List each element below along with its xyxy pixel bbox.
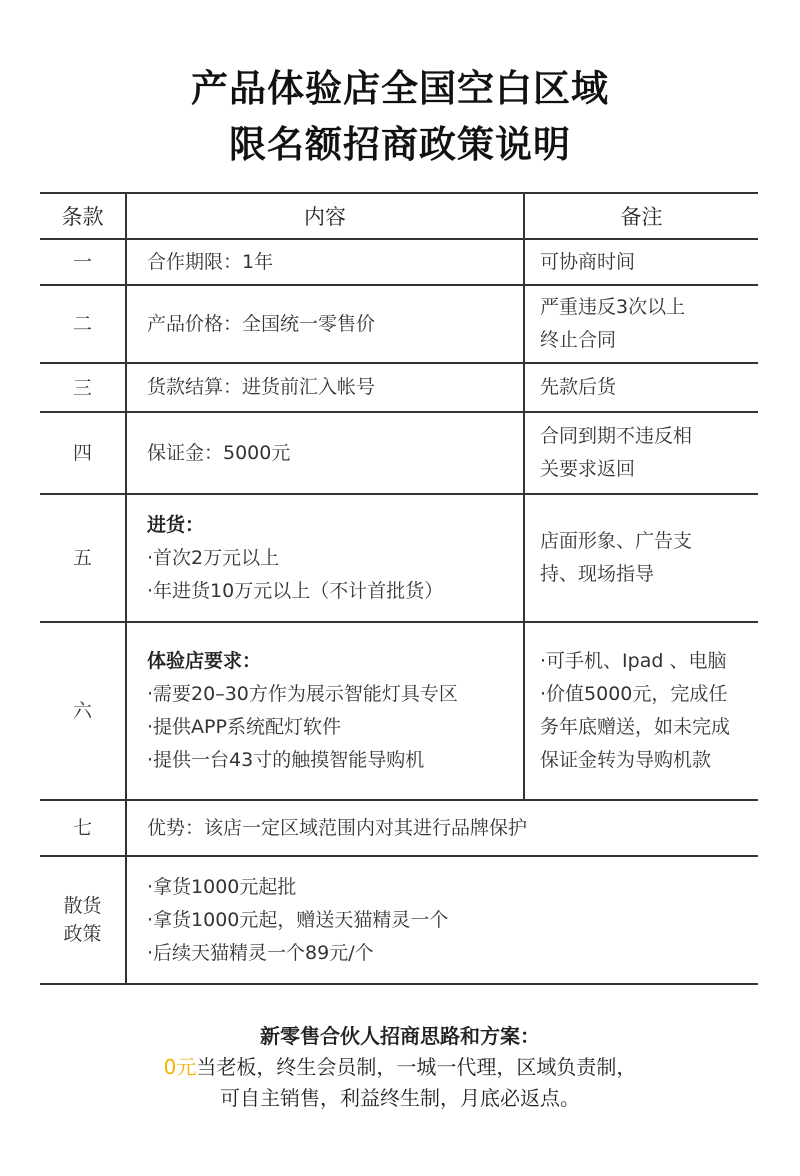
title-line-1: 产品体验店全国空白区域 bbox=[191, 67, 609, 110]
header-note: 备注 bbox=[524, 193, 758, 239]
cell-line: 体验店要求： bbox=[147, 650, 262, 672]
table-row bbox=[40, 239, 758, 285]
cell-line: 保证金：5000元 bbox=[147, 441, 291, 464]
table-row bbox=[40, 363, 758, 412]
table-row bbox=[40, 285, 758, 363]
term-cell bbox=[40, 622, 126, 800]
cell-line: 先款后货 bbox=[540, 376, 617, 398]
table-row bbox=[40, 800, 758, 856]
cell-line: 二 bbox=[72, 313, 92, 335]
cell-line: 一 bbox=[72, 251, 92, 273]
cell-line: 务年底赠送，如未完成 bbox=[540, 716, 731, 738]
cell-line: 七 bbox=[72, 817, 92, 839]
content-cell bbox=[126, 412, 524, 494]
footer-heading: 新零售合伙人招商思路和方案： bbox=[260, 1024, 540, 1048]
cell-line: 进货： bbox=[147, 513, 205, 536]
cell-line: 店面形象、广告支 bbox=[540, 530, 693, 552]
cell-line: ·首次2万元以上 bbox=[147, 546, 280, 569]
cell-line: 终止合同 bbox=[540, 329, 617, 351]
cell-line: 保证金转为导购机款 bbox=[540, 749, 712, 771]
note-cell bbox=[524, 285, 758, 363]
table-header-row bbox=[40, 193, 758, 239]
cell-line: 产品价格：全国统一零售价 bbox=[147, 312, 376, 335]
table-row bbox=[40, 856, 758, 984]
cell-line: ·拿货1000元起批 bbox=[147, 875, 297, 898]
note-cell bbox=[524, 622, 758, 800]
table-row bbox=[40, 494, 758, 622]
content-cell bbox=[126, 285, 524, 363]
term-cell bbox=[40, 363, 126, 412]
cell-line: 货款结算：进货前汇入帐号 bbox=[147, 376, 376, 398]
content-cell bbox=[126, 239, 524, 285]
term-cell bbox=[40, 494, 126, 622]
cell-line: 政策 bbox=[63, 923, 102, 945]
content-cell bbox=[126, 494, 524, 622]
content-cell bbox=[126, 856, 758, 984]
cell-line: 三 bbox=[72, 376, 92, 399]
cell-line: ·价值5000元，完成任 bbox=[540, 683, 728, 705]
cell-line: 六 bbox=[72, 700, 92, 722]
cell-line: 四 bbox=[72, 442, 92, 464]
note-cell bbox=[524, 412, 758, 494]
cell-line: ·拿货1000元起，赠送天猫精灵一个 bbox=[147, 908, 449, 931]
cell-line: ·年进货10万元以上（不计首批货） bbox=[147, 579, 444, 602]
cell-line: 关要求返回 bbox=[540, 458, 636, 480]
cell-line: 优势：该店一定区域范围内对其进行品牌保护 bbox=[147, 816, 528, 839]
cell-line: 散货 bbox=[63, 895, 102, 917]
term-cell bbox=[40, 412, 126, 494]
footer-line-3: 可自主销售，利益终生制，月底必返点。 bbox=[220, 1086, 580, 1110]
footer-line-2-text: 当老板，终生会员制，一城一代理，区域负责制， bbox=[196, 1055, 637, 1079]
content-cell bbox=[126, 800, 758, 856]
term-cell bbox=[40, 800, 126, 856]
cell-line: 合同到期不违反相 bbox=[540, 425, 693, 447]
cell-line: 持、现场指导 bbox=[540, 563, 655, 585]
term-cell bbox=[40, 856, 126, 984]
cell-line: 严重违反3次以上 bbox=[540, 296, 686, 318]
content-cell bbox=[126, 363, 524, 412]
cell-line: ·提供一台43寸的触摸智能导购机 bbox=[147, 749, 425, 771]
cell-line: ·需要20–30方作为展示智能灯具专区 bbox=[147, 683, 458, 705]
table-row bbox=[40, 622, 758, 800]
content-cell bbox=[126, 622, 524, 800]
term-cell bbox=[40, 285, 126, 363]
cell-line: ·提供APP系统配灯软件 bbox=[147, 716, 341, 738]
cell-line: 五 bbox=[72, 547, 92, 569]
term-cell bbox=[40, 239, 126, 285]
note-cell bbox=[524, 494, 758, 622]
footer-line-2 bbox=[0, 1051, 800, 1080]
note-cell bbox=[524, 239, 758, 285]
note-cell bbox=[524, 363, 758, 412]
cell-line: ·后续天猫精灵一个89元/个 bbox=[147, 941, 374, 964]
cell-line: 可协商时间 bbox=[540, 250, 636, 273]
footer-highlight: 0元 bbox=[163, 1055, 197, 1079]
cell-line: 合作期限：1年 bbox=[147, 250, 274, 273]
table-row bbox=[40, 412, 758, 494]
policy-table bbox=[40, 192, 758, 985]
header-term: 条款 bbox=[40, 193, 126, 239]
cell-line: ·可手机、Ipad 、电脑 bbox=[540, 650, 727, 672]
header-content: 内容 bbox=[126, 193, 524, 239]
title-line-2: 限名额招商政策说明 bbox=[229, 123, 571, 166]
